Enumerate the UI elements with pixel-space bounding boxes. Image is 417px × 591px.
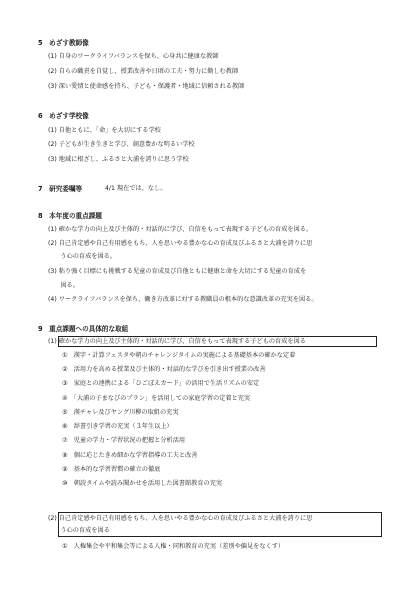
section-5-item: (3) 深い愛情と使命感を持ち、子ども・保護者・地域に信頼される教師 [48,83,245,90]
block-2-item: ① 人権集会や平和集会等による人権・同和教育の充実（差別や偏見をなくす） [62,543,285,550]
section-8-line: (4) ワークライフバランスを保ち、働き方改革に対する教職員の根本的な意識改革の充実を図る。 [48,296,318,303]
section-6-item: (2) 子どもが生き生きと学び、創意豊かな明るい学校 [48,141,195,148]
block-1-item: ① 漢字・計算フェスタや朝のチャレンジタイムの実施による基礎基本の確かな定着 [62,352,296,359]
section-8-line: (1) 確かな学力の向上及び主体的・対話的に学び、自信をもって表現する子どもの育成を図る。 [48,226,313,233]
block-1-item: ③ 家庭との連携による「ひごぼえカード」の活用で生活リズムの安定 [62,380,260,387]
section-6-item: (1) 自他ともに、「命」を大切にする学校 [48,127,161,134]
block-1-item: ⑤ 漢チャレ及びヤング川柳の取組の充実 [62,409,179,416]
block-1-item: ② 活用力を高める授業及び主体的・対話的な学びを引き出す授業の改善 [62,366,266,373]
section-5-item: (2) 自らの職責を自覚し、授業改善や日頃の工夫・努力に勤しむ教師 [48,68,239,75]
section-5-heading: 5 めざす教師像 [38,39,89,47]
block-1-item: ④ 「大浦の子まなびのプラン」を活用しての家庭学習の定着と充実 [62,395,251,402]
section-9-heading: 9 重点課題への具体的な取組 [38,325,129,333]
block-2-title-line1: (2) 自己肯定感や自己有用感をもち、人を思いやる豊かな心の育成及びふるさと大浦を誇りに思 [48,515,313,522]
section-6-item: (3) 地域に根ざし、ふるさと大浦を誇りに思う学校 [48,156,189,163]
block-1-item: ⑦ 児童の学力・学習状況の把握と分析活用 [62,437,186,444]
section-7-note: 4/1 現在では、なし。 [105,185,167,192]
block-1-item: ⑩ 朝読タイムや読み聞かせを活用した図書館教育の充実 [62,480,223,487]
section-6-heading: 6 めざす学校像 [38,112,89,120]
section-8-line: (3) 粘り強く目標にも挑戦する児童の育成及び自他ともに健康と命を大切にする児童の育成を [48,268,307,275]
block-1-item: ⑥ 辞書引き学習の充実（３年生以上） [62,423,173,430]
block-1-item: ⑨ 基本的な学習習慣の確立の徹底 [62,466,161,473]
section-8-heading: 8 本年度の重点課題 [38,212,102,220]
section-7-heading: 7 研究委嘱等 [38,185,83,193]
block-2-title-line2: う心の育成を図る [48,527,110,534]
section-5-item: (1) 自身のワークライフバランスを保ち、心身共に健康な教師 [48,53,219,60]
block-1-item: ⑧ 個に応じたきめ細かな学習指導の工夫と改善 [62,452,198,459]
section-8-line: 図る。 [48,282,79,289]
section-8-line: (2) 自己肯定感や自己有用感をもち、人を思いやる豊かな心の育成及びふるさと大浦を誇りに思 [48,240,313,247]
block-1-title: (1) 確かな学力の向上及び主体的・対話的に学び、自信をもって表現する子どもの育成を図る [48,338,306,345]
section-8-line: う心の育成を図る。 [48,253,117,260]
